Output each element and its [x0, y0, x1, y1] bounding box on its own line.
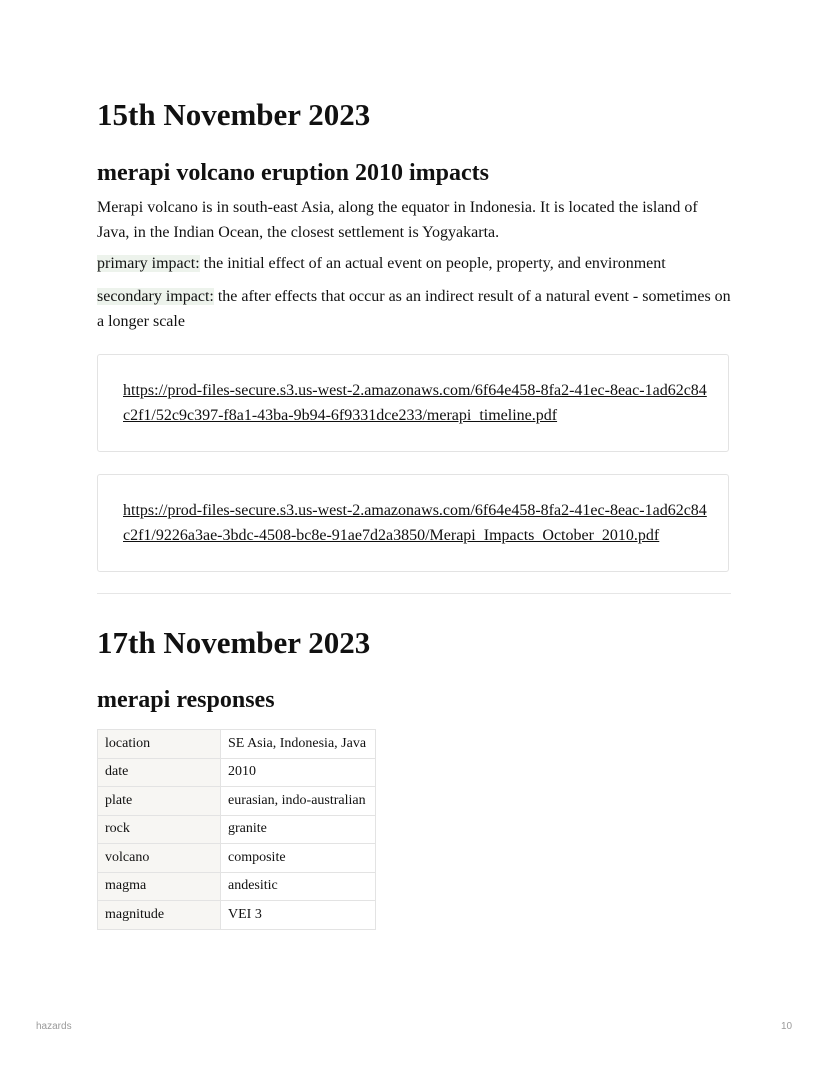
- table-row: [98, 787, 376, 816]
- volcano-facts-table: [97, 729, 376, 930]
- table-key: location: [98, 730, 221, 759]
- primary-impact-definition: the initial effect of an actual event on people, property, and environment: [199, 255, 666, 272]
- primary-impact-paragraph: [97, 252, 731, 277]
- file-link-impacts[interactable]: https://prod-files-secure.s3.us-west-2.amazonaws.com/6f64e458-8fa2-41ec-8eac-1ad62c84c2f1/9226a3ae-3bdc-4508-bc8e-91ae7d2a3850/Merapi_Impacts_October_2010.pdf: [123, 502, 707, 544]
- table-value: VEI 3: [221, 901, 376, 930]
- table-row: [98, 872, 376, 901]
- file-embed-timeline: [97, 354, 729, 452]
- subheading-responses: merapi responses: [97, 687, 275, 713]
- table-key: magnitude: [98, 901, 221, 930]
- table-key: magma: [98, 872, 221, 901]
- table-row: [98, 815, 376, 844]
- table-row: [98, 730, 376, 759]
- table-value: 2010: [221, 758, 376, 787]
- table-key: rock: [98, 815, 221, 844]
- section-divider: [97, 593, 731, 594]
- file-embed-impacts: [97, 474, 729, 572]
- table-value: andesitic: [221, 872, 376, 901]
- secondary-impact-definition: the after effects that occur as an indirect result of a natural event - sometimes on a longer scale: [97, 288, 731, 330]
- secondary-impact-term: secondary impact:: [97, 288, 214, 305]
- table-key: plate: [98, 787, 221, 816]
- table-value: granite: [221, 815, 376, 844]
- footer-left-label: hazards: [36, 1021, 72, 1032]
- subheading-eruption-impacts: merapi volcano eruption 2010 impacts: [97, 160, 489, 186]
- date-heading-17-nov: 17th November 2023: [97, 625, 371, 660]
- intro-paragraph: Merapi volcano is in south-east Asia, along the equator in Indonesia. It is located the island of Java, in the Indian Ocean, the closest settlement is Yogyakarta.: [97, 199, 698, 241]
- table-value: composite: [221, 844, 376, 873]
- table-row: [98, 844, 376, 873]
- table-key: volcano: [98, 844, 221, 873]
- date-heading-15-nov: 15th November 2023: [97, 97, 371, 132]
- table-row: [98, 758, 376, 787]
- table-value: eurasian, indo-australian: [221, 787, 376, 816]
- table-key: date: [98, 758, 221, 787]
- footer-page-number: 10: [781, 1021, 793, 1032]
- primary-impact-term: primary impact:: [97, 255, 200, 272]
- secondary-impact-paragraph: [97, 285, 731, 334]
- table-row: [98, 901, 376, 930]
- file-link-timeline[interactable]: https://prod-files-secure.s3.us-west-2.amazonaws.com/6f64e458-8fa2-41ec-8eac-1ad62c84c2f1/52c9c397-f8a1-43ba-9b94-6f9331dce233/merapi_timeline.pdf: [123, 382, 707, 424]
- table-value: SE Asia, Indonesia, Java: [221, 730, 376, 759]
